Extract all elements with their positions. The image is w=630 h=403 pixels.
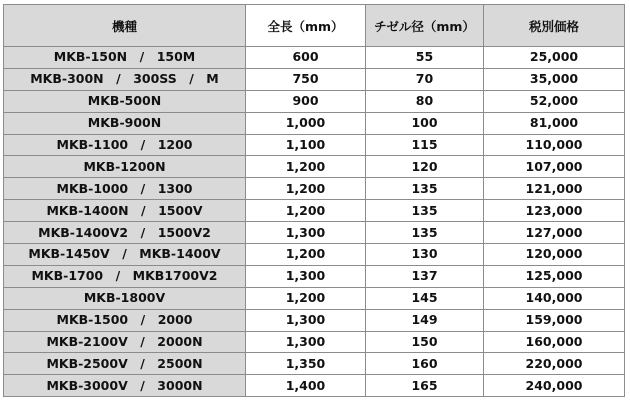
cell-chisel-diameter: 70 bbox=[366, 68, 484, 90]
cell-length: 1,200 bbox=[246, 287, 366, 309]
cell-price: 121,000 bbox=[484, 178, 625, 200]
table-row bbox=[4, 134, 625, 156]
cell-chisel-diameter: 149 bbox=[366, 309, 484, 331]
cell-model: MKB-1800V bbox=[4, 287, 246, 309]
table-row bbox=[4, 353, 625, 375]
cell-model: MKB-900N bbox=[4, 112, 246, 134]
cell-model: MKB-1200N bbox=[4, 156, 246, 178]
cell-chisel-diameter: 120 bbox=[366, 156, 484, 178]
table-row bbox=[4, 309, 625, 331]
cell-price: 81,000 bbox=[484, 112, 625, 134]
table-row bbox=[4, 244, 625, 266]
header-length: 全長（mm） bbox=[246, 5, 366, 47]
cell-length: 900 bbox=[246, 90, 366, 112]
cell-chisel-diameter: 165 bbox=[366, 375, 484, 397]
cell-length: 1,200 bbox=[246, 244, 366, 266]
cell-price: 125,000 bbox=[484, 265, 625, 287]
cell-chisel-diameter: 150 bbox=[366, 331, 484, 353]
table-row bbox=[4, 265, 625, 287]
cell-chisel-diameter: 160 bbox=[366, 353, 484, 375]
header-model: 機種 bbox=[4, 5, 246, 47]
cell-model: MKB-3000V / 3000N bbox=[4, 375, 246, 397]
cell-price: 52,000 bbox=[484, 90, 625, 112]
table-body bbox=[4, 47, 625, 397]
cell-chisel-diameter: 55 bbox=[366, 47, 484, 69]
cell-model: MKB-1000 / 1300 bbox=[4, 178, 246, 200]
cell-price: 240,000 bbox=[484, 375, 625, 397]
cell-price: 110,000 bbox=[484, 134, 625, 156]
table-row bbox=[4, 222, 625, 244]
cell-length: 600 bbox=[246, 47, 366, 69]
cell-length: 750 bbox=[246, 68, 366, 90]
cell-length: 1,400 bbox=[246, 375, 366, 397]
cell-model: MKB-2100V / 2000N bbox=[4, 331, 246, 353]
table-row bbox=[4, 156, 625, 178]
cell-price: 123,000 bbox=[484, 200, 625, 222]
spec-table bbox=[3, 4, 625, 397]
cell-chisel-diameter: 137 bbox=[366, 265, 484, 287]
cell-price: 159,000 bbox=[484, 309, 625, 331]
table-row bbox=[4, 178, 625, 200]
cell-chisel-diameter: 130 bbox=[366, 244, 484, 266]
cell-length: 1,200 bbox=[246, 178, 366, 200]
cell-model: MKB-1400N / 1500V bbox=[4, 200, 246, 222]
cell-chisel-diameter: 115 bbox=[366, 134, 484, 156]
cell-model: MKB-2500V / 2500N bbox=[4, 353, 246, 375]
cell-price: 160,000 bbox=[484, 331, 625, 353]
cell-model: MKB-1100 / 1200 bbox=[4, 134, 246, 156]
cell-price: 127,000 bbox=[484, 222, 625, 244]
table-row bbox=[4, 375, 625, 397]
cell-price: 25,000 bbox=[484, 47, 625, 69]
cell-model: MKB-1700 / MKB1700V2 bbox=[4, 265, 246, 287]
cell-length: 1,300 bbox=[246, 265, 366, 287]
cell-length: 1,000 bbox=[246, 112, 366, 134]
table-row bbox=[4, 68, 625, 90]
cell-chisel-diameter: 135 bbox=[366, 222, 484, 244]
cell-price: 107,000 bbox=[484, 156, 625, 178]
cell-chisel-diameter: 145 bbox=[366, 287, 484, 309]
cell-price: 120,000 bbox=[484, 244, 625, 266]
cell-model: MKB-500N bbox=[4, 90, 246, 112]
cell-price: 220,000 bbox=[484, 353, 625, 375]
cell-chisel-diameter: 135 bbox=[366, 200, 484, 222]
cell-length: 1,300 bbox=[246, 309, 366, 331]
cell-chisel-diameter: 80 bbox=[366, 90, 484, 112]
table-row bbox=[4, 331, 625, 353]
cell-price: 140,000 bbox=[484, 287, 625, 309]
cell-model: MKB-300N / 300SS / M bbox=[4, 68, 246, 90]
cell-length: 1,350 bbox=[246, 353, 366, 375]
header-row bbox=[4, 5, 625, 47]
cell-price: 35,000 bbox=[484, 68, 625, 90]
cell-chisel-diameter: 135 bbox=[366, 178, 484, 200]
cell-length: 1,200 bbox=[246, 156, 366, 178]
cell-model: MKB-1450V / MKB-1400V bbox=[4, 244, 246, 266]
cell-chisel-diameter: 100 bbox=[366, 112, 484, 134]
header-price: 税別価格 bbox=[484, 5, 625, 47]
header-chisel-diameter: チゼル径（mm） bbox=[366, 5, 484, 47]
table-row bbox=[4, 287, 625, 309]
cell-length: 1,200 bbox=[246, 200, 366, 222]
cell-model: MKB-1500 / 2000 bbox=[4, 309, 246, 331]
cell-length: 1,300 bbox=[246, 222, 366, 244]
cell-length: 1,100 bbox=[246, 134, 366, 156]
cell-model: MKB-150N / 150M bbox=[4, 47, 246, 69]
table-row bbox=[4, 90, 625, 112]
table-row bbox=[4, 200, 625, 222]
cell-length: 1,300 bbox=[246, 331, 366, 353]
table-row bbox=[4, 112, 625, 134]
table-row bbox=[4, 47, 625, 69]
cell-model: MKB-1400V2 / 1500V2 bbox=[4, 222, 246, 244]
